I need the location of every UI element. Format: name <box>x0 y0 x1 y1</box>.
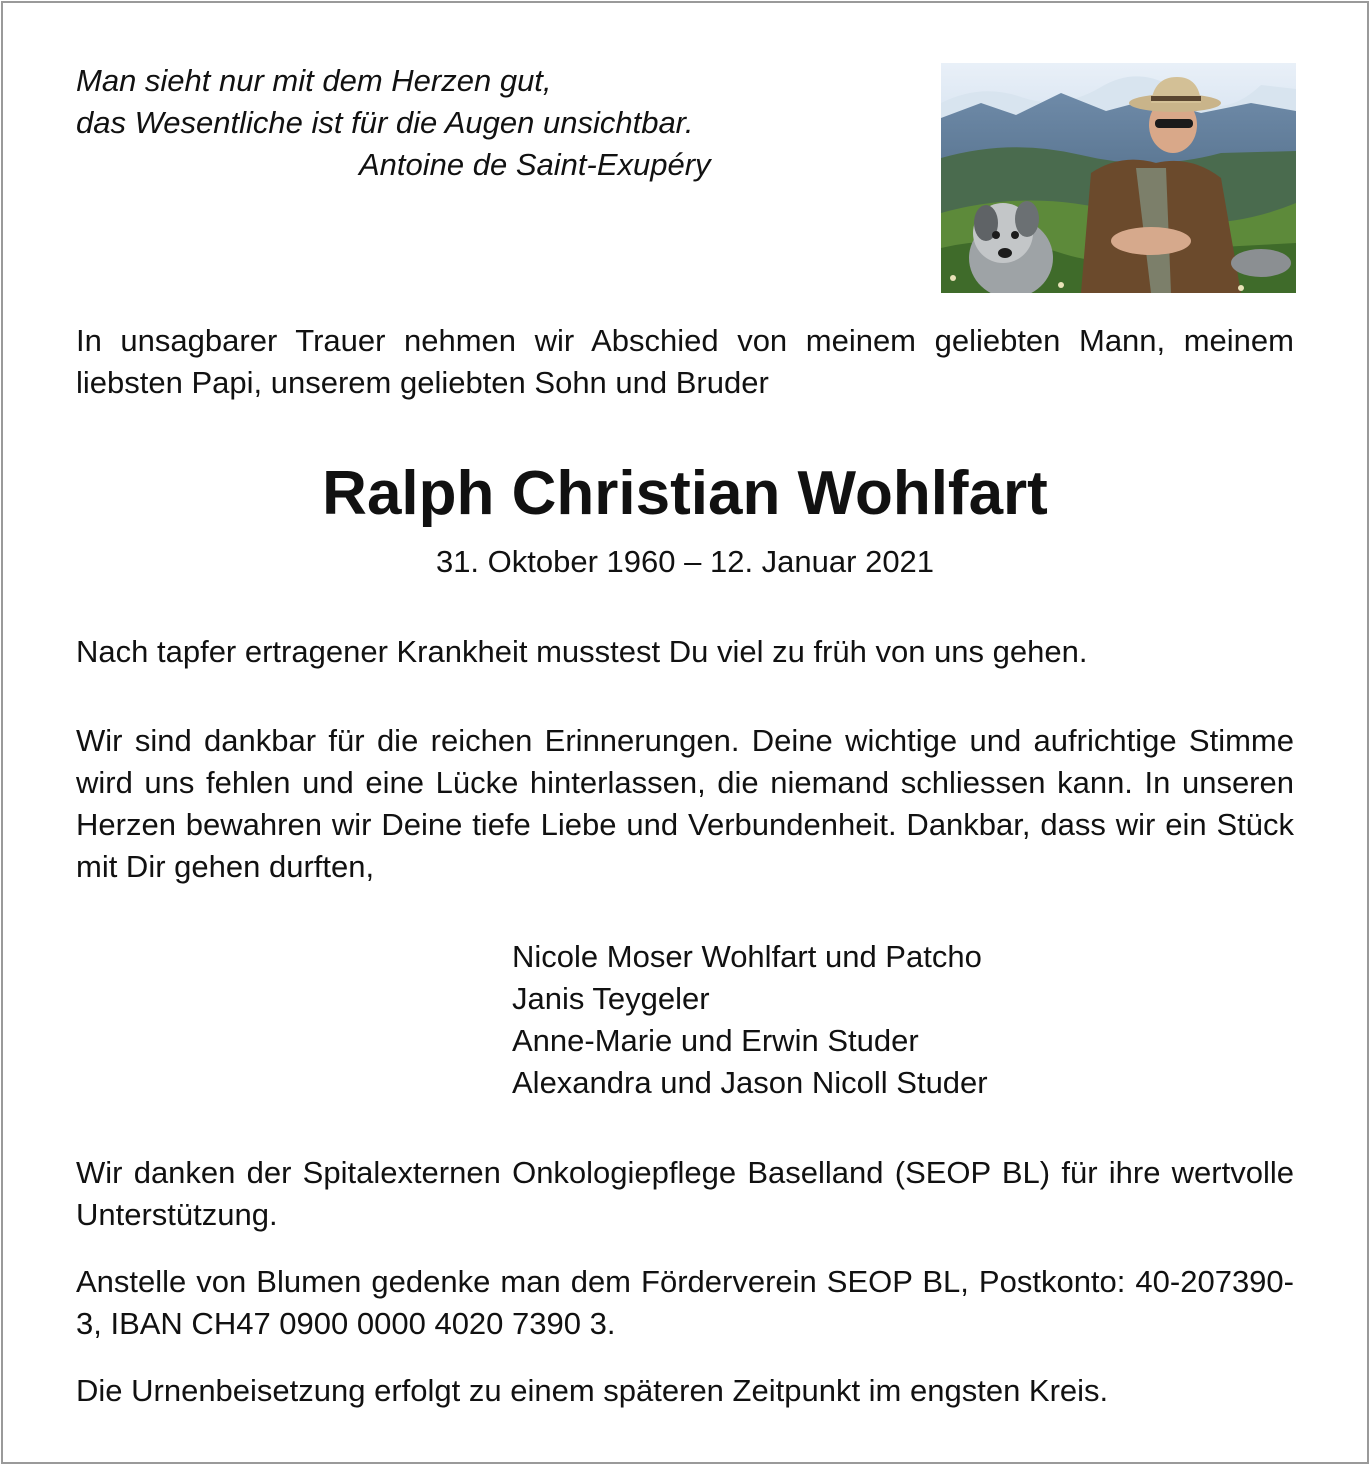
signer: Anne-Marie und Erwin Studer <box>512 1023 919 1058</box>
illness-text: Nach tapfer ertragener Krankheit musstest Du viel zu früh von uns gehen. <box>76 634 1088 669</box>
quote-author: Antoine de Saint-Exupéry <box>359 147 711 182</box>
burial-text: Die Urnenbeisetzung erfolgt zu einem späteren Zeitpunkt im engsten Kreis. <box>76 1373 1109 1408</box>
signer: Janis Teygeler <box>512 981 710 1016</box>
signer: Alexandra und Jason Nicoll Studer <box>512 1065 988 1100</box>
thanks-text: Wir danken der Spitalexternen Onkologiepflege Baselland (SEOP BL) für ihre wertvolle Unterstützung. <box>76 1155 1294 1232</box>
signers-list <box>512 936 988 1104</box>
portrait-photo <box>941 63 1296 293</box>
signer: Nicole Moser Wohlfart und Patcho <box>512 939 982 974</box>
intro-text: In unsagbarer Trauer nehmen wir Abschied von meinem geliebten Mann, meinem liebsten Papi, unserem geliebten Sohn und Bruder <box>76 323 1294 400</box>
donation-text: Anstelle von Blumen gedenke man dem Förderverein SEOP BL, Postkonto: 40-207390-3, IBAN CH47 0900 0000 4020 7390 3. <box>76 1264 1294 1341</box>
memories-text: Wir sind dankbar für die reichen Erinnerungen. Deine wichtige und aufrichtige Stimme wird uns fehlen und eine Lücke hinterlassen, die niemand schliessen kann. In unseren Herzen bewahren wir Deine tiefe Liebe und Verbundenheit. Dankbar, dass wir ein Stück mit Dir gehen durften, <box>76 723 1294 884</box>
life-dates: 31. Oktober 1960 – 12. Januar 2021 <box>435 544 935 579</box>
epigraph-quote <box>76 60 856 186</box>
quote-line-1: Man sieht nur mit dem Herzen gut, <box>76 63 552 98</box>
deceased-name: Ralph Christian Wohlfart <box>322 459 1048 528</box>
quote-line-2: das Wesentliche ist für die Augen unsichtbar. <box>76 105 694 140</box>
